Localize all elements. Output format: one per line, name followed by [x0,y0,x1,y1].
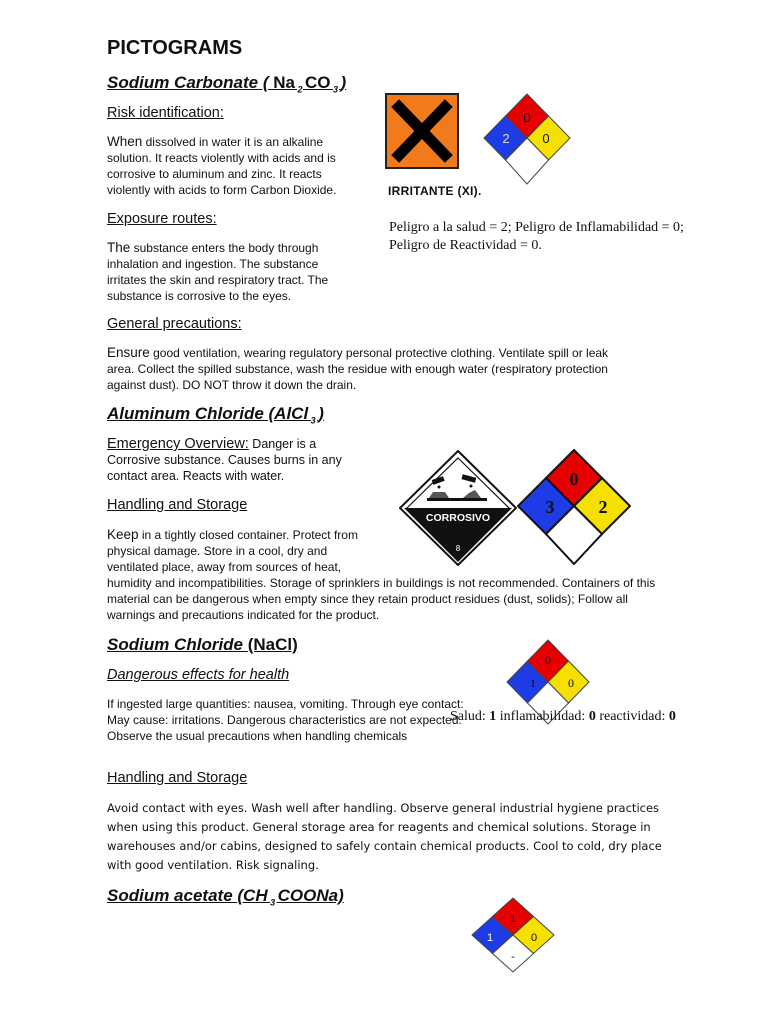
sodium-chloride-heading: Sodium Chloride (NaCl) [107,635,298,654]
corrosive-pictogram [399,450,517,571]
nfpa-reactivity-value: 0 [530,932,538,944]
nfpa-reactivity-value: 0 [542,131,550,146]
aluminum-chloride-heading: Aluminum Chloride (AlCl $_3$ ) [107,404,324,426]
aluminum-handling-label: Handling and Storage [107,497,248,513]
nfpa-flammability-value: 1 [509,913,517,925]
sodium-carbonate-heading: Sodium Carbonate ( Na $_2$ CO $_3$ ) [107,73,347,95]
nfpa-health-value: 3 [545,497,555,517]
nfpa-diamond-sodium-acetate [470,897,556,978]
general-precautions-label: General precautions: [107,316,242,332]
corrosive-label: CORROSIVO [425,512,491,524]
risk-identification-text: When dissolved in water it is an alkaline solution. It reacts violently with acids and is corrosive to aluminum and zinc. It reacts violently with acids to form Carbon Dioxide. [107,134,337,197]
dangerous-effects-text: If ingested large quantities: nausea, vomiting. Through eye contact: May cause: irritations. Dangerous characteristics are not expected. Observe the usual precautions when handling chemicals [107,697,464,743]
emergency-overview: Emergency Overview: Danger is a Corrosive substance. Causes burns in any contact area. Reacts with water. [107,436,342,483]
irritant-x-icon [385,93,459,169]
nfpa-health-value: 1 [486,932,494,944]
nfpa-special-value: - [511,951,515,963]
irritant-pictogram [385,93,459,174]
dangerous-effects-label: Dangerous effects for health [107,667,290,683]
nfpa-health-value: 2 [502,131,510,146]
corrosive-class: 8 [455,544,461,553]
nacl-hazard-caption: Salud: 1 inflamabilidad: 0 reactividad: 0 [450,709,676,724]
aluminum-handling-text-narrow: Keep in a tightly closed container. Protect from physical damage. Store in a cool, dry and ventilated place, away from sources of heat, [107,527,358,574]
exposure-routes-text: The substance enters the body through inhalation and ingestion. The substance irritates the skin and respiratory tract. The substance is corrosive to the eyes. [107,240,329,303]
general-precautions-text: Ensure good ventilation, wearing regulatory personal protective clothing. Ventilate spill or leak area. Collect the spilled substance, wash the residue with enough water (respiratory protection against dust). DO NOT throw it down the drain. [107,345,609,392]
hazard-caption: Peligro a la salud = 2; Peligro de Inflamabilidad = 0; Peligro de Reactividad = 0. [389,220,684,253]
sodium-acetate-heading: Sodium acetate (CH $_3$ COONa) [107,886,344,908]
nfpa-diamond-aluminum-chloride [517,449,631,570]
nfpa-flammability-value: 0 [569,469,579,489]
risk-identification-label: Risk identification: [107,105,224,121]
sodium-chloride-handling-text: Avoid contact with eyes. Wash well after handling. Observe general industrial hygiene practices when using this product. General storage area for reagents and chemical solutions. Storage in warehouses and/or cabins, designed to safely contain chemical products. Cool to cold, dry place with good ventilation. Risk signaling. [107,801,662,872]
page-title: PICTOGRAMS [107,37,243,59]
nfpa-reactivity-value: 0 [568,676,574,690]
nfpa-flammability-value: 0 [523,110,531,125]
nfpa-flammability-value: 0 [545,653,551,667]
nfpa-diamond-sodium-carbonate [483,93,571,190]
sodium-chloride-handling-label: Handling and Storage [107,770,248,786]
nfpa-health-value: 1 [530,676,536,690]
emergency-overview-label: Emergency Overview: [107,436,249,452]
aluminum-handling-text-wide: humidity and incompatibilities. Storage of sprinklers in buildings is not recommended. Containers of this material can be dangerous when empty since they retain product residues (dust, solids); Follow all warnings and precautions indicated for the product. [107,576,656,622]
exposure-routes-label: Exposure routes: [107,211,217,227]
irritant-caption: IRRITANTE (XI). [388,184,482,198]
nfpa-reactivity-value: 2 [598,497,608,517]
